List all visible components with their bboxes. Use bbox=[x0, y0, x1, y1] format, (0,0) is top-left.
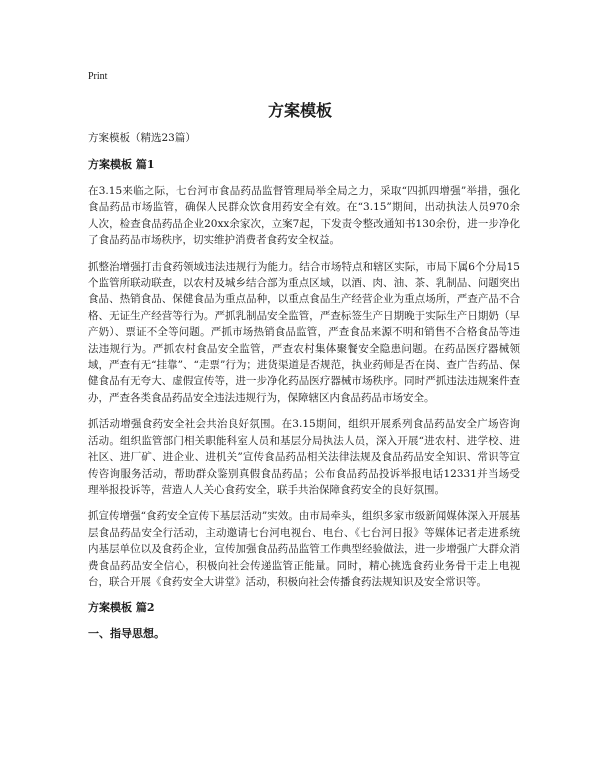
paragraph-2: 抓整治增强打击食药领域违法违规行为能力。结合市场特点和辖区实际，市局下属6个分局15个监管所联动联查，以农村及城乡结合部为重点区域，以酒、肉、油、茶、乳制品、问题突出食品、热销食品、保健食品为重点品种，以重点食品生产经营企业为重点场所，严查产品不合格、无证生产经营等行为。严抓乳制品安全监管，严查标签生产日期晚于实际生产日期奶（早产奶）、票证不全等问题。严抓市场热销食品监管，严查食品来源不明和销售不合格食品等违法违规行为。严抓农村食品安全监管，严查农村集体聚餐安全隐患问题。在药品医疗器械领域，严查有无“挂靠”、“走票”行为；进货渠道是否规范，执业药师是否在岗、查广告药品、保健食品有无夸大、虚假宣传等，进一步净化药品医疗器械市场秩序。同时严抓违法违规案件查办，严查各类食品药品安全违法违规行为，保障辖区内食品药品市场安全。 bbox=[88, 260, 520, 404]
section-subheading: 一、指导思想。 bbox=[88, 627, 165, 641]
paragraph-4: 抓宣传增强“食药安全宣传下基层活动”实效。由市局牵头，组织多家市级新闻媒体深入开展基层食品药品安全行活动，主动邀请七台河电视台、电台、《七台河日报》等媒体记者走进系统内基层单位以及食药企业，宣传加强食品药品监管工作典型经验做法，进一步增强广大群众消费食品药品安全信心，积极向社会传递监管正能量。同时，精心挑选食药业务骨干走上电视台，联合开展《食药安全大讲堂》活动，积极向社会传播食药法规知识及安全常识等。 bbox=[88, 510, 520, 588]
document-body bbox=[88, 131, 520, 642]
paragraph-3: 抓活动增强食药安全社会共治良好氛围。在3.15期间，组织开展系列食品药品安全广场咨询活动。组织监管部门相关职能科室人员和基层分局执法人员，深入开展“进农村、进学校、进社区、进厂矿、进企业、进机关”宣传食品药品相关法律法规及食品药品安全知识、常识等宣传咨询服务活动，帮助群众鉴别真假食品药品；公布食品药品投诉举报电话12331并当场受理举报投诉等，营造人人关心食药安全，联手共治保障食药安全的良好氛围。 bbox=[88, 418, 520, 496]
page-title: 方案模板 bbox=[267, 101, 332, 120]
section-heading-2: 方案模板 篇2 bbox=[88, 601, 155, 615]
document-subtitle: 方案模板（精选23篇） bbox=[88, 132, 196, 144]
paragraph-1: 在3.15来临之际，七台河市食品药品监督管理局举全局之力，采取“四抓四增强”举措，强化食品药品市场监管，确保人民群众饮食用药安全有效。在“3.15”期间，出动执法人员970余人次，检查食品药品企业20xx余家次，立案7起，下发责令整改通知书130余份，进一步净化了食品药品市场秩序，切实维护消费者食药安全权益。 bbox=[88, 185, 520, 247]
print-link[interactable]: Print bbox=[88, 71, 108, 82]
section-heading-1: 方案模板 篇1 bbox=[88, 158, 155, 171]
